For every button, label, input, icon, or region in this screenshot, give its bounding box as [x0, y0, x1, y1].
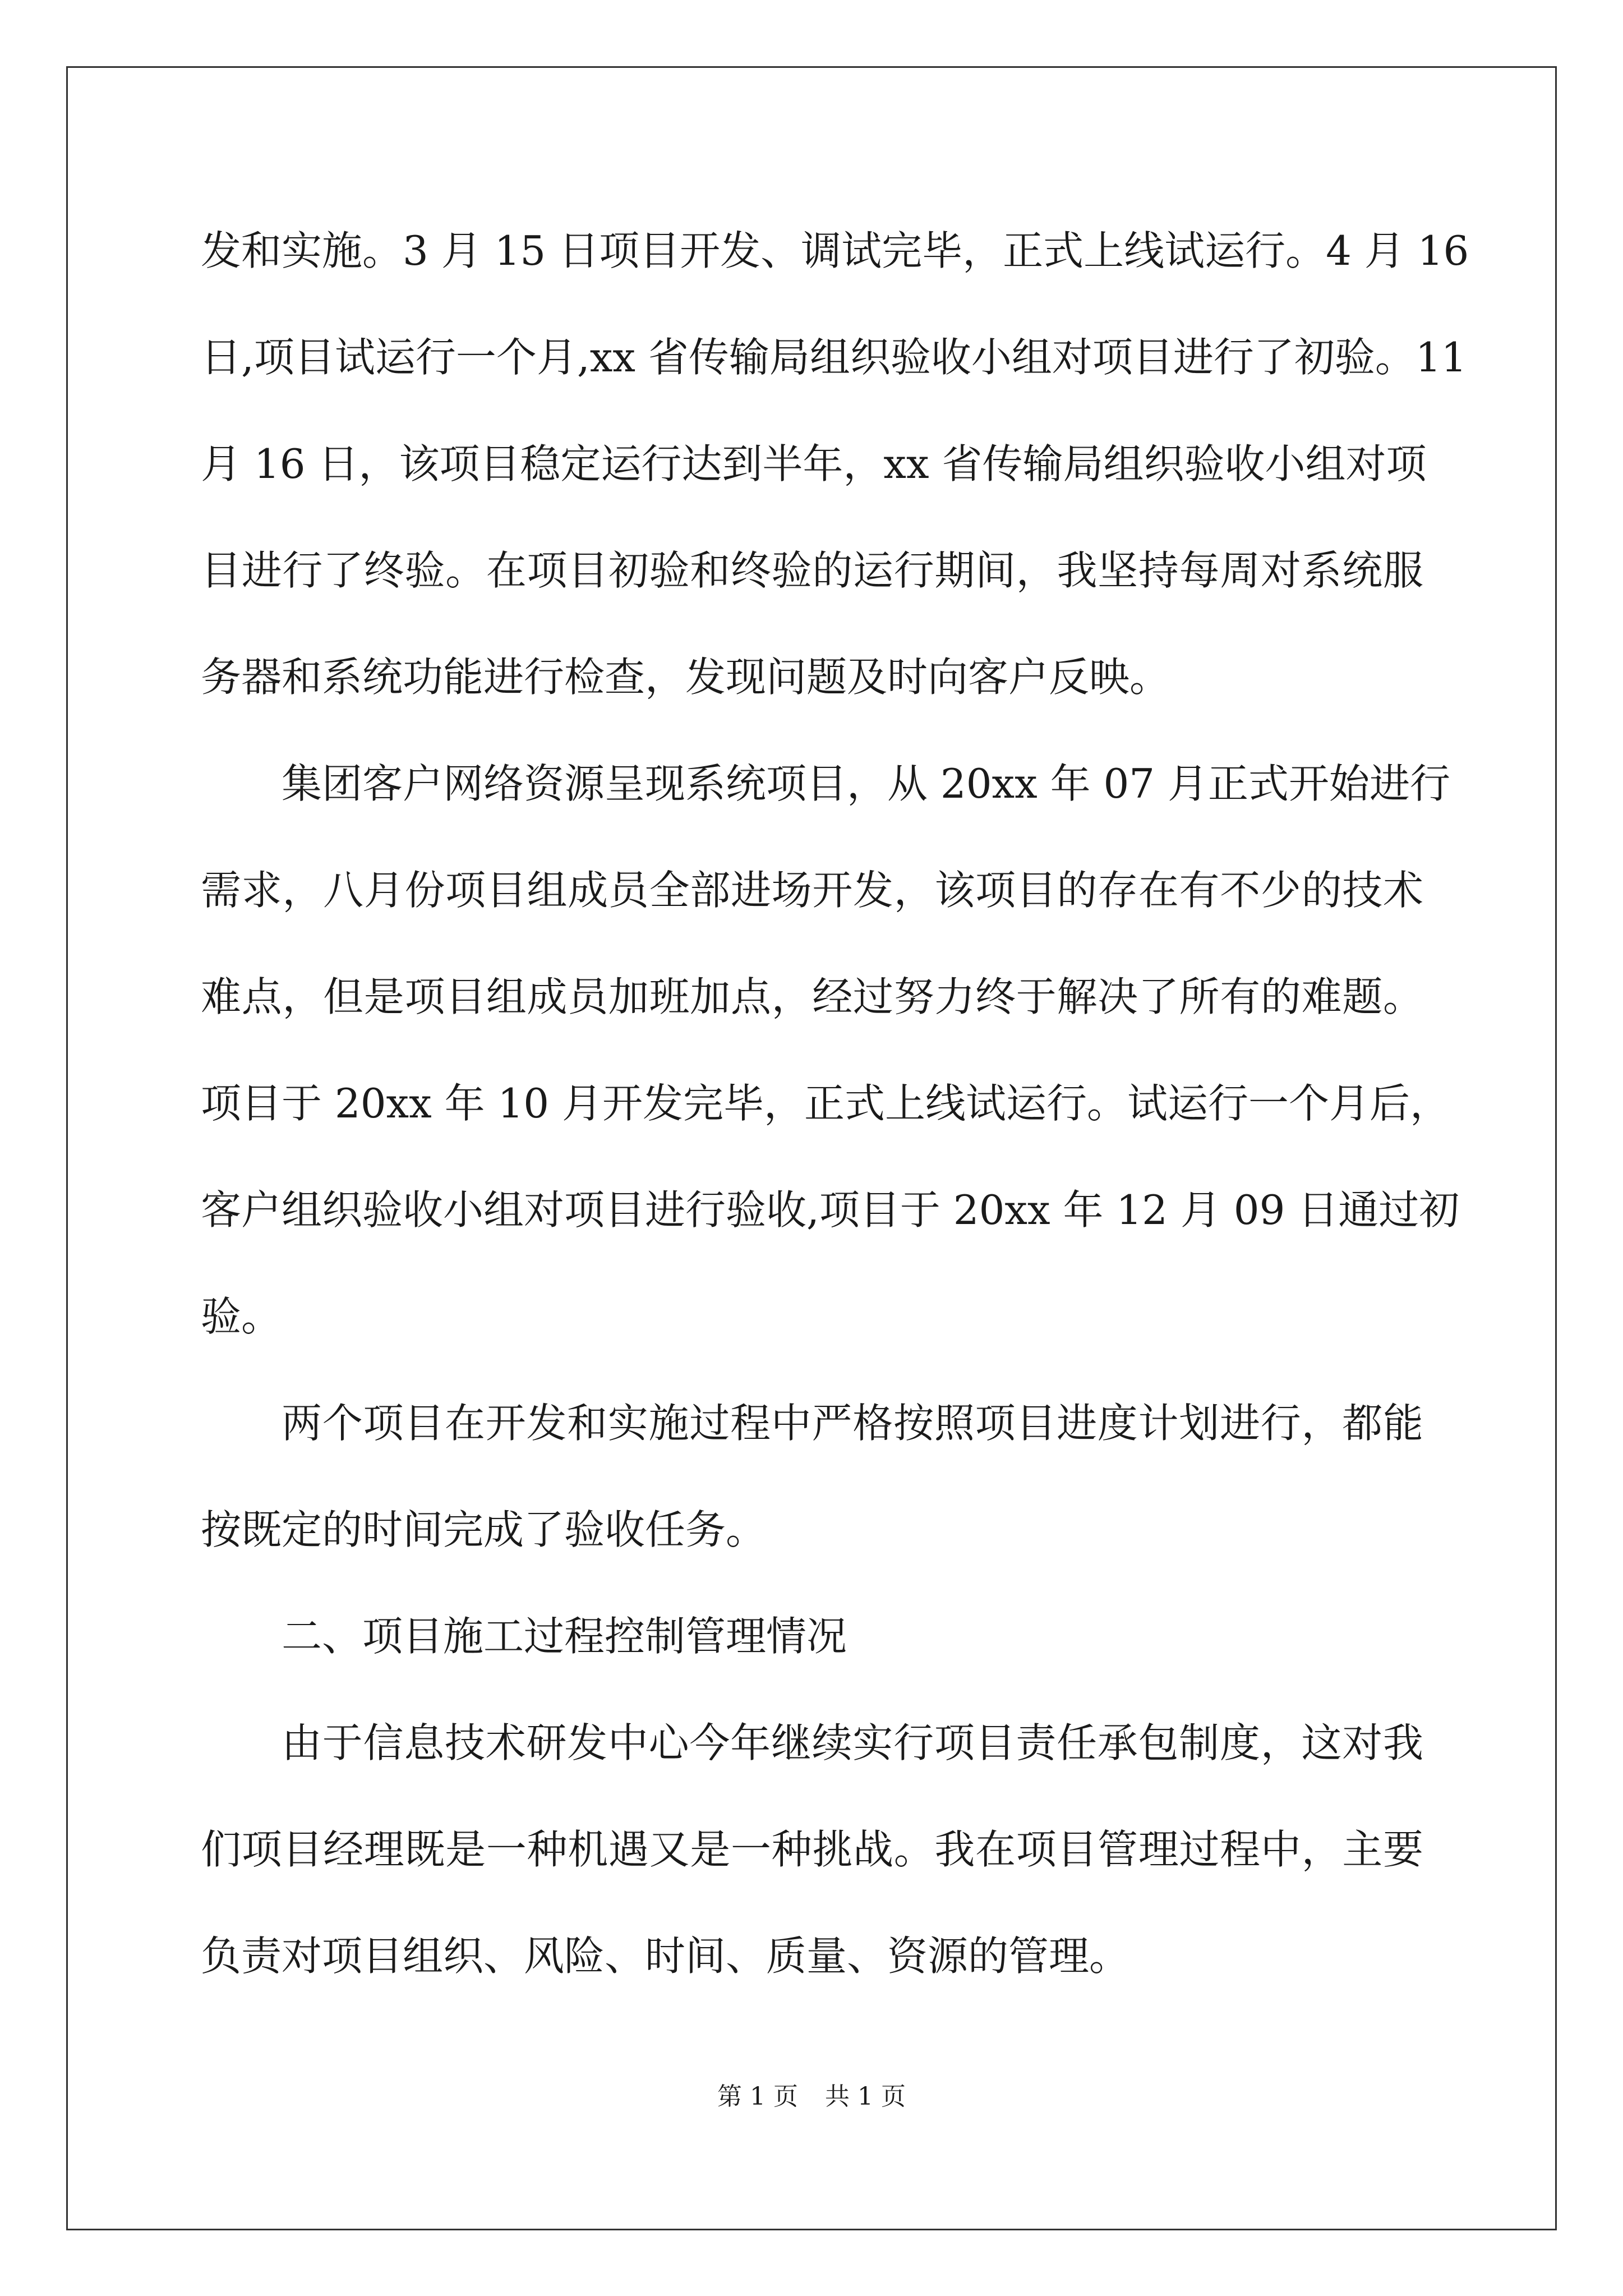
text-line: 负责对项目组织、风险、时间、质量、资源的管理。 — [201, 1932, 1130, 1980]
text-line: 目进行了终验。在项目初验和终验的运行期间，我坚持每周对系统服 — [201, 547, 1423, 594]
text-line: 们项目经理既是一种机遇又是一种挑战。我在项目管理过程中，主要 — [201, 1826, 1423, 1873]
document-body — [201, 209, 1469, 2021]
text-line: 日,项目试运行一个月,xx 省传输局组织验收小组对项目进行了初验。11 — [201, 334, 1467, 381]
text-line: 客户组织验收小组对项目进行验收,项目于 20xx 年 12 月 09 日通过初 — [201, 1186, 1460, 1234]
text-line: 务器和系统功能进行检查，发现问题及时向客户反映。 — [201, 654, 1170, 701]
text-line: 发和实施。3 月 15 日项目开发、调试完毕，正式上线试运行。4 月 16 — [201, 227, 1469, 274]
text-line: 验。 — [201, 1293, 282, 1340]
text-line: 由于信息技术研发中心今年继续实行项目责任承包制度，这对我 — [282, 1719, 1423, 1766]
text-line: 按既定的时间完成了验收任务。 — [201, 1506, 767, 1553]
text-line: 月 16 日，该项目稳定运行达到半年，xx 省传输局组织验收小组对项 — [201, 440, 1427, 487]
text-line: 集团客户网络资源呈现系统项目，从 20xx 年 07 月正式开始进行 — [282, 760, 1450, 807]
page-count: 共 1 页 — [825, 2082, 906, 2111]
section-heading: 二、项目施工过程控制管理情况 — [282, 1613, 847, 1660]
text-line: 需求，八月份项目组成员全部进场开发，该项目的存在有不少的技术 — [201, 867, 1423, 914]
text-line: 项目于 20xx 年 10 月开发完毕，正式上线试运行。试运行一个月后， — [201, 1080, 1450, 1127]
text-line: 难点，但是项目组成员加班加点，经过努力终于解决了所有的难题。 — [201, 973, 1423, 1020]
page-footer — [0, 2080, 1623, 2114]
text-line: 两个项目在开发和实施过程中严格按照项目进度计划进行，都能 — [282, 1400, 1423, 1447]
page-number: 第 1 页 — [717, 2082, 798, 2111]
